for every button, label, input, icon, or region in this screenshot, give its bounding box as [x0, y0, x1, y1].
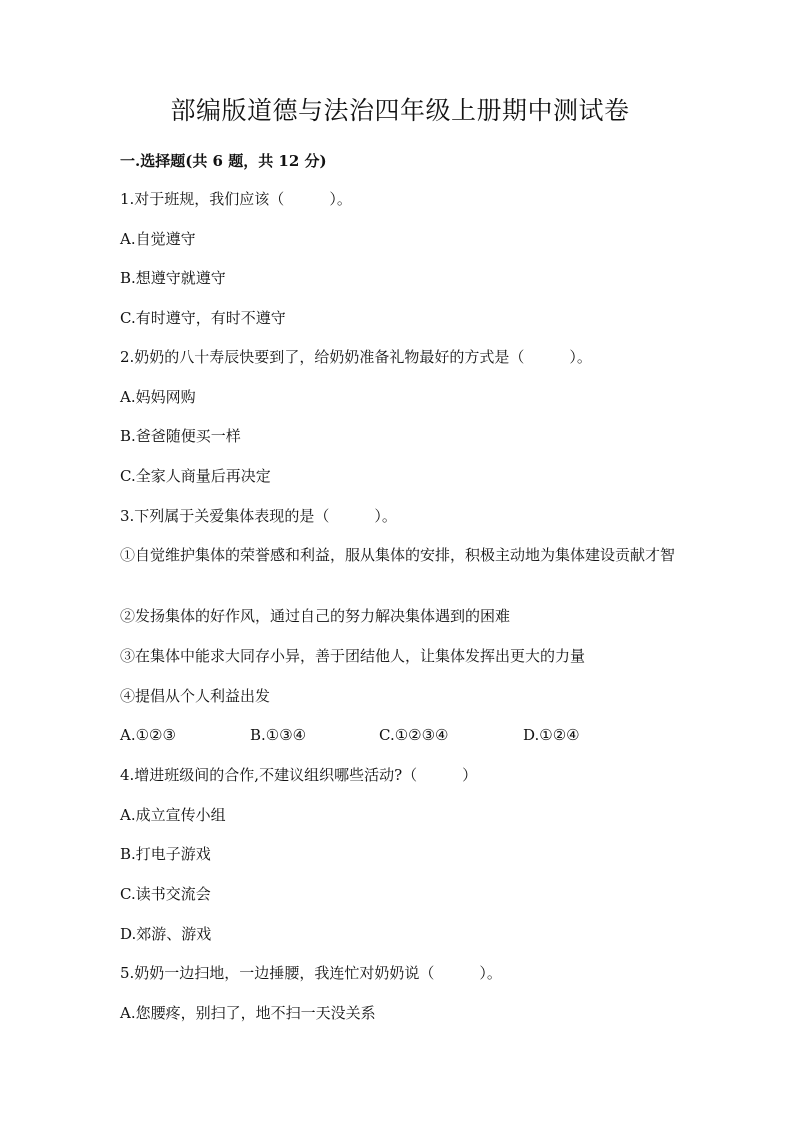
page-title: 部编版道德与法治四年级上册期中测试卷 — [170, 96, 630, 125]
question-4-option-b: B.打电子游戏 — [120, 845, 211, 863]
question-3-statement-2: ②发扬集体的好作风，通过自己的努力解决集体遇到的困难 — [120, 607, 511, 625]
question-1-option-a: A.自觉遵守 — [120, 230, 196, 248]
question-1-option-b: B.想遵守就遵守 — [120, 269, 226, 287]
question-1-stem: 1.对于班规，我们应该（ ）。 — [120, 190, 352, 208]
question-3-statement-3: ③在集体中能求大同存小异，善于团结他人，让集体发挥出更大的力量 — [120, 647, 586, 665]
question-2-option-b: B.爸爸随便买一样 — [120, 427, 241, 445]
question-3-option-a: A.①②③ — [120, 726, 176, 744]
question-3-option-c: C.①②③④ — [379, 726, 449, 744]
question-3-stem: 3.下列属于关爱集体表现的是（ ）。 — [120, 507, 397, 525]
question-4-option-d: D.郊游、游戏 — [120, 925, 212, 943]
question-3-option-d: D.①②④ — [523, 726, 580, 744]
section-heading: 一.选择题(共 6 题，共 12 分) — [120, 152, 327, 170]
question-2-option-a: A.妈妈网购 — [120, 388, 196, 406]
question-5-stem: 5.奶奶一边扫地，一边捶腰，我连忙对奶奶说（ ）。 — [120, 964, 502, 982]
question-4-option-a: A.成立宣传小组 — [120, 806, 226, 824]
question-3-options-row — [120, 724, 680, 746]
question-2-stem: 2.奶奶的八十寿辰快要到了，给奶奶准备礼物最好的方式是（ ）。 — [120, 348, 592, 366]
question-4-option-c: C.读书交流会 — [120, 885, 211, 903]
question-2-option-c: C.全家人商量后再决定 — [120, 467, 271, 485]
question-3-option-b: B.①③④ — [250, 726, 307, 744]
question-5-option-a: A.您腰疼，别扫了，地不扫一天没关系 — [120, 1004, 376, 1022]
question-3-statement-1: ①自觉维护集体的荣誉感和利益，服从集体的安排，积极主动地为集体建设贡献才智 — [120, 546, 676, 564]
question-3-statement-4: ④提倡从个人利益出发 — [120, 687, 271, 705]
question-4-stem: 4.增进班级间的合作,不建议组织哪些活动?（ ） — [120, 766, 478, 784]
question-1-option-c: C.有时遵守，有时不遵守 — [120, 309, 286, 327]
